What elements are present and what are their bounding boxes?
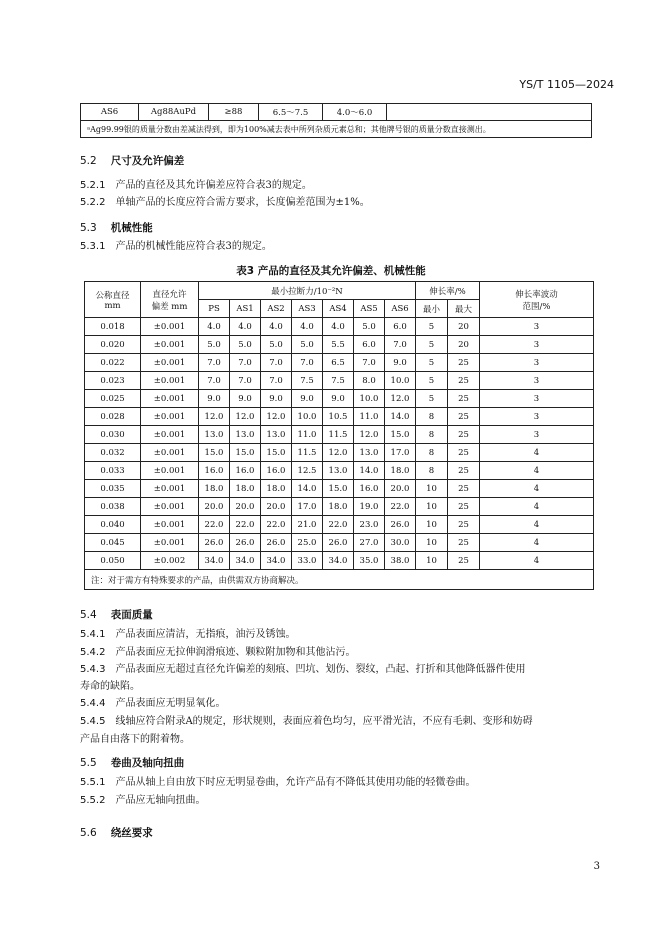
table-cell: 4 (480, 480, 594, 498)
table-cell: 22.0 (261, 516, 292, 534)
table-cell: 11.5 (292, 444, 323, 462)
table-cell: 14.0 (385, 408, 416, 426)
clause-number: 5.5.2 (80, 795, 106, 806)
table-cell: 5 (416, 336, 448, 354)
clause-number: 5.2.2 (80, 197, 106, 208)
clause-number: 5.4.2 (80, 647, 106, 658)
table-cell: 8.0 (354, 372, 385, 390)
table-cell: 12.0 (323, 444, 354, 462)
table-cell: 12.0 (199, 408, 230, 426)
table-cell: 0.022 (85, 354, 141, 372)
table-cell: 4 (480, 516, 594, 534)
table-cell: 25 (448, 354, 480, 372)
table-cell: ±0.001 (141, 498, 199, 516)
clause-5-4-3 (80, 663, 525, 677)
table-cell: 3 (480, 372, 594, 390)
table-cell: ≥88 (209, 104, 259, 121)
subheader-cell: 最小 (416, 300, 448, 318)
table-cell: 6.5～7.5 (259, 104, 323, 121)
table-cell: 22.0 (199, 516, 230, 534)
table-cell: 27.0 (354, 534, 385, 552)
table-row (85, 336, 594, 354)
table-cell: 16.0 (199, 462, 230, 480)
clause-text: 产品表面应清洁，无指痕，油污及锈蚀。 (115, 629, 296, 640)
table-cell: 5.0 (199, 336, 230, 354)
clause-5-3-1 (80, 240, 272, 254)
clause-number: 5.5.1 (80, 777, 106, 788)
table-cell: 16.0 (261, 462, 292, 480)
table-cell: 34.0 (261, 552, 292, 570)
table-cell: 18.0 (261, 480, 292, 498)
clause-text: 产品表面应无明显氧化。 (115, 698, 226, 709)
table-cell: 21.0 (292, 516, 323, 534)
table-row (85, 426, 594, 444)
table-cell: 17.0 (292, 498, 323, 516)
table-cell: 25 (448, 444, 480, 462)
section-number: 5.3 (80, 222, 97, 234)
table-cell: 25 (448, 462, 480, 480)
table-cell: 8 (416, 444, 448, 462)
table-cell: 13.0 (230, 426, 261, 444)
table-cell: 23.0 (354, 516, 385, 534)
table-row (85, 354, 594, 372)
clause-text: 产品应无轴向扭曲。 (115, 795, 206, 806)
table-cell: 10.0 (354, 390, 385, 408)
clause-text: 产品的直径及其允许偏差应符合表3的规定。 (115, 180, 312, 191)
table-cell: 0.040 (85, 516, 141, 534)
table-row (85, 444, 594, 462)
table-cell: 13.0 (261, 426, 292, 444)
table-cell: 16.0 (230, 462, 261, 480)
clause-5-5-2 (80, 794, 205, 808)
table-cell: 0.030 (85, 426, 141, 444)
table-cell: 38.0 (385, 552, 416, 570)
page-number: 3 (593, 861, 600, 872)
header-diameter: 公称直径 mm (85, 282, 141, 318)
table-cell: 10 (416, 480, 448, 498)
clause-5-4-1 (80, 628, 295, 642)
section-heading-5-3 (80, 220, 153, 235)
clause-5-2-1 (80, 179, 312, 193)
table-note: 注：对于需方有特殊要求的产品，由供需双方协商解决。 (85, 570, 594, 590)
table-cell: 26.0 (323, 534, 354, 552)
clause-text: 产品从轴上自由放下时应无明显卷曲，允许产品有不降低其使用功能的轻微卷曲。 (115, 777, 476, 788)
table-cell: 0.018 (85, 318, 141, 336)
table-cell: 10.5 (323, 408, 354, 426)
table-cell: 25 (448, 408, 480, 426)
table-cell: 7.5 (323, 372, 354, 390)
section-number: 5.2 (80, 155, 97, 167)
table-cell: 0.032 (85, 444, 141, 462)
table-cell: 4.0～6.0 (323, 104, 387, 121)
table-header-row (85, 282, 594, 300)
table-cell: 15.0 (261, 444, 292, 462)
table-cell: 5.0 (230, 336, 261, 354)
table-cell: 0.045 (85, 534, 141, 552)
clause-number: 5.2.1 (80, 180, 106, 191)
table-cell: 7.0 (199, 354, 230, 372)
table-cell: 18.0 (230, 480, 261, 498)
table-cell: 6.0 (354, 336, 385, 354)
table-cell: 30.0 (385, 534, 416, 552)
table-cell: ±0.001 (141, 534, 199, 552)
table-cell: 9.0 (261, 390, 292, 408)
table-cell: 0.020 (85, 336, 141, 354)
table-cell: 7.0 (354, 354, 385, 372)
table-cell: 3 (480, 336, 594, 354)
section-title: 尺寸及允许偏差 (110, 155, 185, 167)
table-cell: 15.0 (230, 444, 261, 462)
section-heading-5-2 (80, 153, 184, 168)
standard-code: YS/T 1105—2024 (519, 78, 614, 91)
table-cell: 0.050 (85, 552, 141, 570)
clause-number: 5.4.3 (80, 664, 106, 675)
table-row (85, 390, 594, 408)
table-cell: ±0.001 (141, 426, 199, 444)
table-cell: 0.023 (85, 372, 141, 390)
table-cell: 20.0 (230, 498, 261, 516)
table-cell: 0.025 (85, 390, 141, 408)
table-cell: 34.0 (230, 552, 261, 570)
table-cell: 5 (416, 318, 448, 336)
table-cell: 9.0 (199, 390, 230, 408)
table-cell: 3 (480, 390, 594, 408)
table-row (81, 104, 592, 121)
table-cell: 9.0 (323, 390, 354, 408)
table-cell: 11.0 (354, 408, 385, 426)
table-cell: 0.035 (85, 480, 141, 498)
table-row (85, 570, 594, 590)
table-row (85, 372, 594, 390)
table-cell: 13.0 (199, 426, 230, 444)
table-row (85, 462, 594, 480)
table-row (85, 318, 594, 336)
table-cell: 10 (416, 498, 448, 516)
table-cell: 25 (448, 426, 480, 444)
table-cell: 15.0 (199, 444, 230, 462)
section-heading-5-6 (80, 825, 153, 840)
table-cell: ±0.001 (141, 408, 199, 426)
table-cell: 4 (480, 462, 594, 480)
table-cell: 34.0 (199, 552, 230, 570)
clause-text: 单轴产品的长度应符合需方要求，长度偏差范围为±1%。 (115, 197, 370, 208)
table-cell: 12.0 (354, 426, 385, 444)
subheader-cell: AS2 (261, 300, 292, 318)
section-heading-5-4 (80, 607, 153, 622)
clause-number: 5.4.4 (80, 698, 106, 709)
table-cell: 10.0 (385, 372, 416, 390)
table-cell: 14.0 (354, 462, 385, 480)
table-cell: 22.0 (323, 516, 354, 534)
table-cell: ±0.001 (141, 480, 199, 498)
table-cell: 8 (416, 408, 448, 426)
table-cell: 4 (480, 498, 594, 516)
table-cell: 26.0 (230, 534, 261, 552)
table-title: 表3 产品的直径及其允许偏差、机械性能 (236, 265, 426, 277)
table-cell: 26.0 (261, 534, 292, 552)
table-cell: 4 (480, 444, 594, 462)
table-cell: 11.0 (292, 426, 323, 444)
table-cell: 20.0 (385, 480, 416, 498)
table-row (85, 408, 594, 426)
table-cell: 7.0 (261, 354, 292, 372)
section-number: 5.6 (80, 827, 97, 839)
table-cell: 33.0 (292, 552, 323, 570)
table-cell: 26.0 (385, 516, 416, 534)
table-cell: 6.5 (323, 354, 354, 372)
table-cell: 7.0 (230, 372, 261, 390)
table-row (85, 480, 594, 498)
table-footnote: ᵃAg99.99银的质量分数由差减法得到，即为100%减去表中所列杂质元素总和；其他牌号银的质量分数直接测出。 (81, 121, 592, 138)
section-number: 5.4 (80, 609, 97, 621)
table-row (81, 121, 592, 138)
table-cell: 22.0 (385, 498, 416, 516)
table-cell: 10.0 (292, 408, 323, 426)
table-cell: ±0.001 (141, 354, 199, 372)
table-cell: 11.5 (323, 426, 354, 444)
table-cell: 4 (480, 534, 594, 552)
table-cell: 12.0 (261, 408, 292, 426)
section-heading-5-5 (80, 755, 184, 770)
table-cell: 4.0 (199, 318, 230, 336)
subheader-cell: PS (199, 300, 230, 318)
clause-5-4-5 (80, 715, 533, 729)
table-cell: 4.0 (323, 318, 354, 336)
table-cell: ±0.001 (141, 390, 199, 408)
subheader-cell: AS4 (323, 300, 354, 318)
table-cell: 17.0 (385, 444, 416, 462)
table-cell: 8 (416, 426, 448, 444)
table-cell: 20.0 (199, 498, 230, 516)
section-title: 卷曲及轴向扭曲 (110, 757, 185, 769)
clause-number: 5.4.5 (80, 716, 106, 727)
table-row (85, 552, 594, 570)
table-cell: ±0.002 (141, 552, 199, 570)
table-cell: AS6 (81, 104, 139, 121)
clause-5-4-3-cont: 寿命的缺陷。 (80, 681, 140, 692)
table-cell: 7.0 (199, 372, 230, 390)
clause-5-4-4 (80, 697, 225, 711)
subheader-cell: AS6 (385, 300, 416, 318)
table-cell: 10 (416, 534, 448, 552)
table-cell: 8 (416, 462, 448, 480)
table-cell: ±0.001 (141, 462, 199, 480)
table-cell: 5.0 (354, 318, 385, 336)
table-cell: 12.0 (230, 408, 261, 426)
clause-5-4-2 (80, 646, 355, 660)
table-cell: ±0.001 (141, 336, 199, 354)
table-cell: 5.5 (323, 336, 354, 354)
table-cell: 15.0 (385, 426, 416, 444)
table-cell: 5 (416, 390, 448, 408)
table-cell: 14.0 (292, 480, 323, 498)
table-cell: 0.028 (85, 408, 141, 426)
composition-table-tail (80, 103, 592, 138)
table-cell: 3 (480, 318, 594, 336)
table-cell: 0.033 (85, 462, 141, 480)
table-cell: 7.0 (261, 372, 292, 390)
header-breaking-force: 最小拉断力/10⁻²N (199, 282, 416, 300)
clause-text: 产品表面应无拉伸润滑痕迹、颗粒附加物和其他沾污。 (115, 647, 356, 658)
clause-5-5-1 (80, 776, 475, 790)
table-cell: 4.0 (292, 318, 323, 336)
table-cell: ±0.001 (141, 318, 199, 336)
table-cell: 5.0 (261, 336, 292, 354)
table-cell: 13.0 (354, 444, 385, 462)
table-cell: 20 (448, 336, 480, 354)
table-cell: 9.0 (292, 390, 323, 408)
clause-number: 5.3.1 (80, 241, 106, 252)
table-cell: 25 (448, 516, 480, 534)
table-cell: 4.0 (230, 318, 261, 336)
table-cell: 10 (416, 516, 448, 534)
table-row (85, 498, 594, 516)
subheader-cell: 最大 (448, 300, 480, 318)
table-cell: 16.0 (354, 480, 385, 498)
table-cell: 9.0 (385, 354, 416, 372)
clause-text: 线轴应符合附录A的规定，形状规则，表面应着色均匀，应平滑光洁，不应有毛刺、变形和妨碍 (115, 716, 533, 727)
table-cell: 7.0 (292, 354, 323, 372)
table-cell: Ag88AuPd (139, 104, 209, 121)
table-cell: 0.038 (85, 498, 141, 516)
table-cell: 25 (448, 552, 480, 570)
table-cell: 25 (448, 480, 480, 498)
table-cell: ±0.001 (141, 444, 199, 462)
subheader-cell: AS3 (292, 300, 323, 318)
clause-text: 产品表面应无超过直径允许偏差的刻痕、凹坑、划伤、裂纹，凸起、打折和其他降低器件使用 (115, 664, 526, 675)
table-cell: 18.0 (385, 462, 416, 480)
table-cell: ±0.001 (141, 516, 199, 534)
subheader-cell: AS1 (230, 300, 261, 318)
table-cell: 4.0 (261, 318, 292, 336)
subheader-cell: AS5 (354, 300, 385, 318)
table-cell: 7.0 (230, 354, 261, 372)
section-title: 机械性能 (110, 222, 153, 234)
table-cell: 18.0 (199, 480, 230, 498)
table-cell: 5.0 (292, 336, 323, 354)
section-title: 表面质量 (110, 609, 153, 621)
table-row (85, 516, 594, 534)
table-cell: 12.5 (292, 462, 323, 480)
table-cell: 18.0 (323, 498, 354, 516)
header-tolerance: 直径允许 偏差 mm (141, 282, 199, 318)
table-cell: 19.0 (354, 498, 385, 516)
table-cell: 7.5 (292, 372, 323, 390)
table-cell: 25 (448, 372, 480, 390)
table-cell: 5 (416, 372, 448, 390)
table-cell: 9.0 (230, 390, 261, 408)
table-row (85, 534, 594, 552)
table-cell: 15.0 (323, 480, 354, 498)
table-cell: 20 (448, 318, 480, 336)
table-cell: 35.0 (354, 552, 385, 570)
table-cell: 26.0 (199, 534, 230, 552)
table-cell: 20.0 (261, 498, 292, 516)
header-elongation: 伸长率/% (416, 282, 480, 300)
table-cell: 22.0 (230, 516, 261, 534)
table-cell: 3 (480, 408, 594, 426)
table-cell: 3 (480, 354, 594, 372)
clause-text: 产品的机械性能应符合表3的规定。 (115, 241, 272, 252)
table-cell: 34.0 (323, 552, 354, 570)
table-cell: 3 (480, 426, 594, 444)
table-cell: 25 (448, 534, 480, 552)
table-cell: 25 (448, 498, 480, 516)
table-cell: 5 (416, 354, 448, 372)
table-cell: 25 (448, 390, 480, 408)
table-cell: 7.0 (385, 336, 416, 354)
table-cell: 6.0 (385, 318, 416, 336)
table-cell (387, 104, 592, 121)
section-number: 5.5 (80, 757, 97, 769)
table-cell: 10 (416, 552, 448, 570)
table-cell: 12.0 (385, 390, 416, 408)
header-elongation-range: 伸长率波动 范围/% (480, 282, 594, 318)
diameter-mechanical-table (84, 281, 594, 590)
table-cell: 25.0 (292, 534, 323, 552)
clause-5-2-2 (80, 196, 370, 210)
clause-5-4-5-cont: 产品自由落下的附着物。 (80, 734, 190, 745)
section-title: 绕丝要求 (110, 827, 153, 839)
table-cell: ±0.001 (141, 372, 199, 390)
table-cell: 13.0 (323, 462, 354, 480)
clause-number: 5.4.1 (80, 629, 106, 640)
table-cell: 4 (480, 552, 594, 570)
